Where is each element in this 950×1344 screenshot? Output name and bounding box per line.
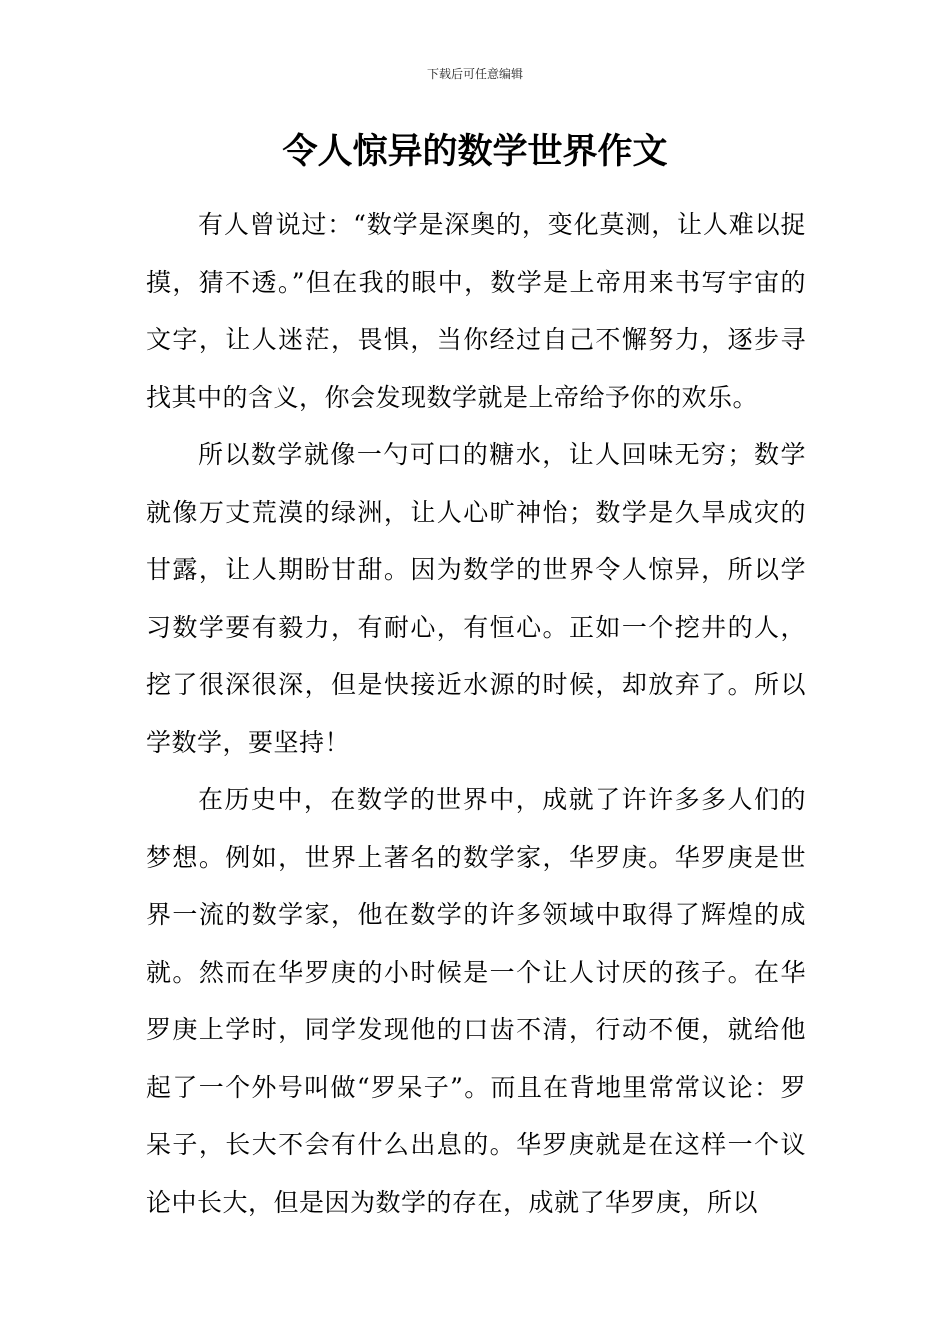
header-note: 下载后可任意编辑	[426, 67, 523, 81]
document-body	[146, 196, 806, 1231]
paragraph-3: 在历史中，在数学的世界中，成就了许许多多人们的梦想。例如，世界上著名的数学家，华罗庚。华罗庚是世界一流的数学家，他在数学的许多领域中取得了辉煌的成就。然而在华罗庚的小时候是一个让人讨厌的孩子。在华罗庚上学时，同学发现他的口齿不清，行动不便，就给他起了一个外号叫做“罗呆子”。而且在背地里常常议论：罗呆子，长大不会有什么出息的。华罗庚就是在这样一个议论中长大，但是因为数学的存在，成就了华罗庚，所以	[146, 785, 806, 1217]
paragraph-2: 所以数学就像一勺可口的糖水，让人回味无穷；数学就像万丈荒漠的绿洲，让人心旷神怡；数学是久旱成灾的甘露，让人期盼甘甜。因为数学的世界令人惊异，所以学习数学要有毅力，有耐心，有恒心。正如一个挖井的人，挖了很深很深，但是快接近水源的时候，却放弃了。所以学数学，要坚持！	[146, 440, 806, 757]
paragraph-1: 有人曾说过：“数学是深奥的，变化莫测，让人难以捉摸，猜不透。”但在我的眼中，数学是上帝用来书写宇宙的文字，让人迷茫，畏惧，当你经过自己不懈努力，逐步寻找其中的含义，你会发现数学就是上帝给予你的欢乐。	[146, 210, 806, 412]
document-title: 令人惊异的数学世界作文	[282, 132, 668, 172]
